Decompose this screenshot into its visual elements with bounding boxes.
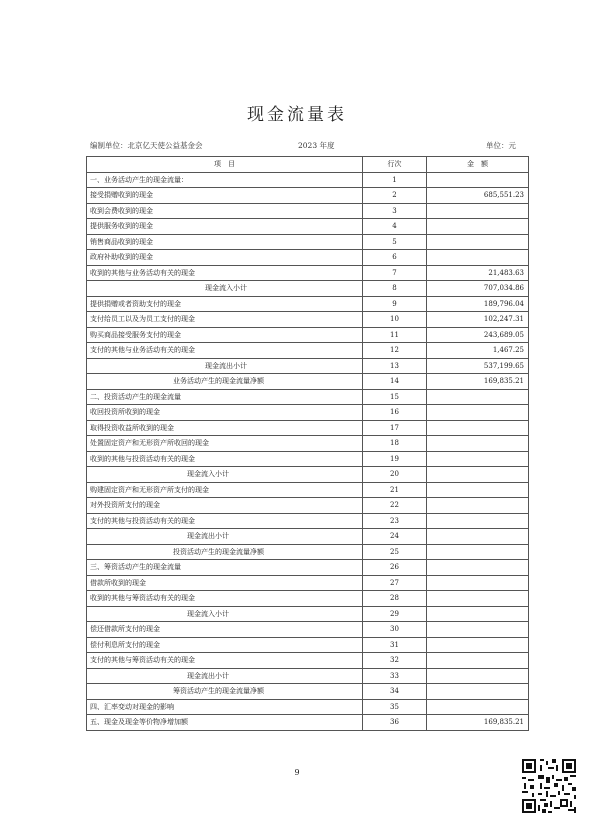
row-item-label: 收到会费收到的现金 bbox=[87, 203, 363, 219]
row-amount bbox=[427, 591, 529, 607]
row-amount: 102,247.31 bbox=[427, 312, 529, 328]
table-row bbox=[87, 637, 529, 653]
row-amount bbox=[427, 250, 529, 266]
cash-flow-table bbox=[86, 156, 529, 731]
table-row bbox=[87, 343, 529, 359]
table-row bbox=[87, 529, 529, 545]
table-row bbox=[87, 312, 529, 328]
row-number: 4 bbox=[363, 219, 427, 235]
row-item-label: 收回投资所收到的现金 bbox=[87, 405, 363, 421]
row-number: 19 bbox=[363, 451, 427, 467]
page-number: 9 bbox=[294, 768, 300, 777]
row-number: 24 bbox=[363, 529, 427, 545]
header-row-no: 行次 bbox=[363, 157, 427, 173]
row-amount bbox=[427, 606, 529, 622]
row-item-label: 现金流入小计 bbox=[87, 467, 363, 483]
table-row bbox=[87, 653, 529, 669]
row-item-label: 购建固定资产和无形资产所支付的现金 bbox=[87, 482, 363, 498]
row-number: 34 bbox=[363, 684, 427, 700]
row-amount bbox=[427, 234, 529, 250]
qr-code-icon bbox=[520, 757, 578, 815]
header-item: 项 目 bbox=[87, 157, 363, 173]
row-amount bbox=[427, 560, 529, 576]
table-row bbox=[87, 591, 529, 607]
table-row bbox=[87, 327, 529, 343]
row-number: 32 bbox=[363, 653, 427, 669]
row-number: 1 bbox=[363, 172, 427, 188]
row-item-label: 一、业务活动产生的现金流量： bbox=[87, 172, 363, 188]
row-item-label: 处置固定资产和无形资产所收回的现金 bbox=[87, 436, 363, 452]
table-row bbox=[87, 374, 529, 390]
row-item-label: 收到的其他与投资活动有关的现金 bbox=[87, 451, 363, 467]
table-row bbox=[87, 699, 529, 715]
row-amount bbox=[427, 544, 529, 560]
table-row bbox=[87, 482, 529, 498]
table-row bbox=[87, 389, 529, 405]
row-amount: 537,199.65 bbox=[427, 358, 529, 374]
row-item-label: 取得投资收益所收到的现金 bbox=[87, 420, 363, 436]
row-number: 3 bbox=[363, 203, 427, 219]
row-item-label: 现金流出小计 bbox=[87, 668, 363, 684]
row-number: 18 bbox=[363, 436, 427, 452]
row-item-label: 收到的其他与业务活动有关的现金 bbox=[87, 265, 363, 281]
row-item-label: 现金流出小计 bbox=[87, 358, 363, 374]
row-amount bbox=[427, 219, 529, 235]
row-item-label: 支付的其他与筹资活动有关的现金 bbox=[87, 653, 363, 669]
table-row bbox=[87, 358, 529, 374]
row-amount: 189,796.04 bbox=[427, 296, 529, 312]
row-item-label: 现金流入小计 bbox=[87, 606, 363, 622]
table-row bbox=[87, 451, 529, 467]
row-item-label: 支付给员工以及为员工支付的现金 bbox=[87, 312, 363, 328]
row-amount bbox=[427, 637, 529, 653]
header-amount: 金 额 bbox=[427, 157, 529, 173]
row-item-label: 五、现金及现金等价物净增加额 bbox=[87, 715, 363, 731]
row-amount bbox=[427, 668, 529, 684]
table-row bbox=[87, 188, 529, 204]
table-row bbox=[87, 265, 529, 281]
row-number: 11 bbox=[363, 327, 427, 343]
row-amount bbox=[427, 436, 529, 452]
row-amount bbox=[427, 513, 529, 529]
row-item-label: 业务活动产生的现金流量净额 bbox=[87, 374, 363, 390]
row-number: 25 bbox=[363, 544, 427, 560]
row-number: 2 bbox=[363, 188, 427, 204]
table-row bbox=[87, 467, 529, 483]
row-item-label: 现金流入小计 bbox=[87, 281, 363, 297]
row-item-label: 购买商品接受服务支付的现金 bbox=[87, 327, 363, 343]
table-row bbox=[87, 715, 529, 731]
row-amount bbox=[427, 622, 529, 638]
currency-unit: 单位：元 bbox=[486, 141, 516, 150]
row-amount bbox=[427, 482, 529, 498]
table-row bbox=[87, 296, 529, 312]
row-amount bbox=[427, 575, 529, 591]
table-row bbox=[87, 622, 529, 638]
row-amount: 169,835.21 bbox=[427, 715, 529, 731]
row-amount bbox=[427, 467, 529, 483]
row-amount bbox=[427, 172, 529, 188]
row-item-label: 收到的其他与筹资活动有关的现金 bbox=[87, 591, 363, 607]
row-number: 36 bbox=[363, 715, 427, 731]
row-item-label: 支付的其他与业务活动有关的现金 bbox=[87, 343, 363, 359]
row-number: 35 bbox=[363, 699, 427, 715]
row-number: 13 bbox=[363, 358, 427, 374]
row-number: 16 bbox=[363, 405, 427, 421]
fiscal-year: 2023 年度 bbox=[298, 141, 335, 150]
row-number: 29 bbox=[363, 606, 427, 622]
row-number: 6 bbox=[363, 250, 427, 266]
row-item-label: 销售商品收到的现金 bbox=[87, 234, 363, 250]
row-item-label: 筹资活动产生的现金流量净额 bbox=[87, 684, 363, 700]
row-number: 21 bbox=[363, 482, 427, 498]
table-row bbox=[87, 606, 529, 622]
table-row bbox=[87, 575, 529, 591]
row-amount: 169,835.21 bbox=[427, 374, 529, 390]
row-item-label: 二、投资活动产生的现金流量 bbox=[87, 389, 363, 405]
table-row bbox=[87, 420, 529, 436]
row-amount bbox=[427, 451, 529, 467]
table-header-row bbox=[87, 157, 529, 173]
row-number: 26 bbox=[363, 560, 427, 576]
row-item-label: 对外投资所支付的现金 bbox=[87, 498, 363, 514]
row-number: 20 bbox=[363, 467, 427, 483]
table-row bbox=[87, 668, 529, 684]
table-row bbox=[87, 234, 529, 250]
row-item-label: 接受捐赠收到的现金 bbox=[87, 188, 363, 204]
row-amount bbox=[427, 203, 529, 219]
statement-title: 现金流量表 bbox=[247, 105, 347, 125]
row-amount bbox=[427, 498, 529, 514]
row-amount: 707,034.86 bbox=[427, 281, 529, 297]
table-row bbox=[87, 281, 529, 297]
row-item-label: 三、筹资活动产生的现金流量 bbox=[87, 560, 363, 576]
row-number: 15 bbox=[363, 389, 427, 405]
row-item-label: 政府补助收到的现金 bbox=[87, 250, 363, 266]
row-item-label: 提供捐赠或者资助支付的现金 bbox=[87, 296, 363, 312]
row-number: 23 bbox=[363, 513, 427, 529]
table-row bbox=[87, 405, 529, 421]
table-row bbox=[87, 544, 529, 560]
row-amount: 685,551.23 bbox=[427, 188, 529, 204]
table-row bbox=[87, 436, 529, 452]
table-row bbox=[87, 513, 529, 529]
row-item-label: 四、汇率变动对现金的影响 bbox=[87, 699, 363, 715]
table-row bbox=[87, 250, 529, 266]
table-row bbox=[87, 219, 529, 235]
row-amount bbox=[427, 699, 529, 715]
row-amount: 21,483.63 bbox=[427, 265, 529, 281]
row-item-label: 提供服务收到的现金 bbox=[87, 219, 363, 235]
row-item-label: 投资活动产生的现金流量净额 bbox=[87, 544, 363, 560]
row-amount: 243,689.05 bbox=[427, 327, 529, 343]
row-number: 30 bbox=[363, 622, 427, 638]
row-number: 7 bbox=[363, 265, 427, 281]
row-number: 33 bbox=[363, 668, 427, 684]
row-amount bbox=[427, 420, 529, 436]
row-amount bbox=[427, 529, 529, 545]
row-number: 28 bbox=[363, 591, 427, 607]
row-amount bbox=[427, 653, 529, 669]
reporting-entity: 编制单位：北京亿天使公益基金会 bbox=[90, 141, 203, 150]
row-item-label: 借款所收到的现金 bbox=[87, 575, 363, 591]
row-item-label: 现金流出小计 bbox=[87, 529, 363, 545]
row-number: 5 bbox=[363, 234, 427, 250]
row-amount bbox=[427, 405, 529, 421]
table-row bbox=[87, 560, 529, 576]
table-row bbox=[87, 172, 529, 188]
row-number: 17 bbox=[363, 420, 427, 436]
row-number: 12 bbox=[363, 343, 427, 359]
row-number: 14 bbox=[363, 374, 427, 390]
row-amount bbox=[427, 389, 529, 405]
row-number: 8 bbox=[363, 281, 427, 297]
row-number: 22 bbox=[363, 498, 427, 514]
row-amount bbox=[427, 684, 529, 700]
row-number: 9 bbox=[363, 296, 427, 312]
table-row bbox=[87, 498, 529, 514]
row-number: 10 bbox=[363, 312, 427, 328]
table-row bbox=[87, 203, 529, 219]
row-item-label: 偿还借款所支付的现金 bbox=[87, 622, 363, 638]
table-row bbox=[87, 684, 529, 700]
row-amount: 1,467.25 bbox=[427, 343, 529, 359]
row-item-label: 支付的其他与投资活动有关的现金 bbox=[87, 513, 363, 529]
row-number: 27 bbox=[363, 575, 427, 591]
row-item-label: 偿付利息所支付的现金 bbox=[87, 637, 363, 653]
row-number: 31 bbox=[363, 637, 427, 653]
